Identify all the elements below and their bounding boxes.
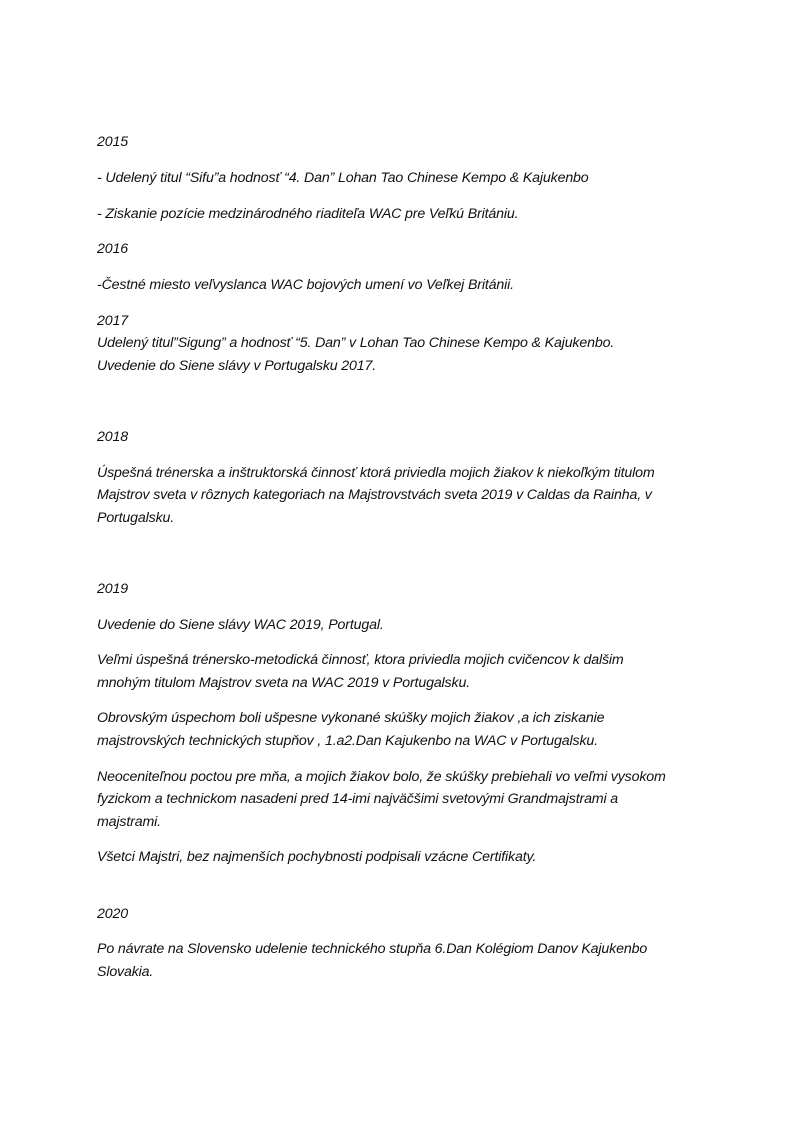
paragraph-line: -Čestné miesto veľvyslanca WAC bojových umení vo Veľkej Británii. xyxy=(97,277,514,293)
paragraph-line: Po návrate na Slovensko udelenie technického stupňa 6.Dan Kolégiom Danov Kajukenbo xyxy=(97,941,648,957)
paragraph-line: Portugalsku. xyxy=(97,510,175,526)
year-heading-2020: 2020 xyxy=(97,906,128,922)
year-heading-2016: 2016 xyxy=(97,241,128,257)
paragraph-line: Slovakia. xyxy=(97,964,154,980)
paragraph-line: Neoceniteľnou poctou pre mňa, a mojich žiakov bolo, že skúšky prebiehali vo veľmi vysokom xyxy=(97,769,666,785)
paragraph-line: Udelený titul”Sigung” a hodnosť “5. Dan” v Lohan Tao Chinese Kempo & Kajukenbo. xyxy=(97,335,615,351)
paragraph-line: Uvedenie do Siene slávy v Portugalsku 2017. xyxy=(97,358,377,374)
paragraph-line: mnohým titulom Majstrov sveta na WAC 2019 v Portugalsku. xyxy=(97,675,470,691)
paragraph-line: fyzickom a technickom nasadeni pred 14-imi najväčšimi svetovými Grandmajstrami a xyxy=(97,791,619,807)
year-heading-2018: 2018 xyxy=(97,429,128,445)
paragraph-line: Uvedenie do Siene slávy WAC 2019, Portugal. xyxy=(97,617,384,633)
paragraph-line: - Udelený titul “Sifu”a hodnosť “4. Dan” Lohan Tao Chinese Kempo & Kajukenbo xyxy=(97,170,589,186)
paragraph-line: Veľmi úspešná trénersko-metodická činnosť, ktora priviedla mojich cvičencov k dalšim xyxy=(97,652,624,668)
paragraph-line: Všetci Majstri, bez najmenších pochybnosti podpisali vzácne Certifikaty. xyxy=(97,849,537,865)
paragraph-line: Obrovským úspechom boli ušpesne vykonané skúšky mojich žiakov ,a ich ziskanie xyxy=(97,710,605,726)
paragraph-line: Majstrov sveta v rôznych kategoriach na Majstrovstvách sveta 2019 v Caldas da Rainha, v xyxy=(97,487,652,503)
paragraph-line: Úspešná trénerska a inštruktorská činnosť ktorá priviedla mojich žiakov k niekoľkým titulom xyxy=(97,465,655,481)
year-heading-2019: 2019 xyxy=(97,581,128,597)
paragraph-line: - Ziskanie pozície medzinárodného riaditeľa WAC pre Veľkú Britániu. xyxy=(97,206,519,222)
year-heading-2015: 2015 xyxy=(97,134,128,150)
paragraph-line: majstrami. xyxy=(97,814,161,830)
year-heading-2017: 2017 xyxy=(97,313,128,329)
paragraph-line: majstrovských technických stupňov , 1.a2.Dan Kajukenbo na WAC v Portugalsku. xyxy=(97,733,598,749)
